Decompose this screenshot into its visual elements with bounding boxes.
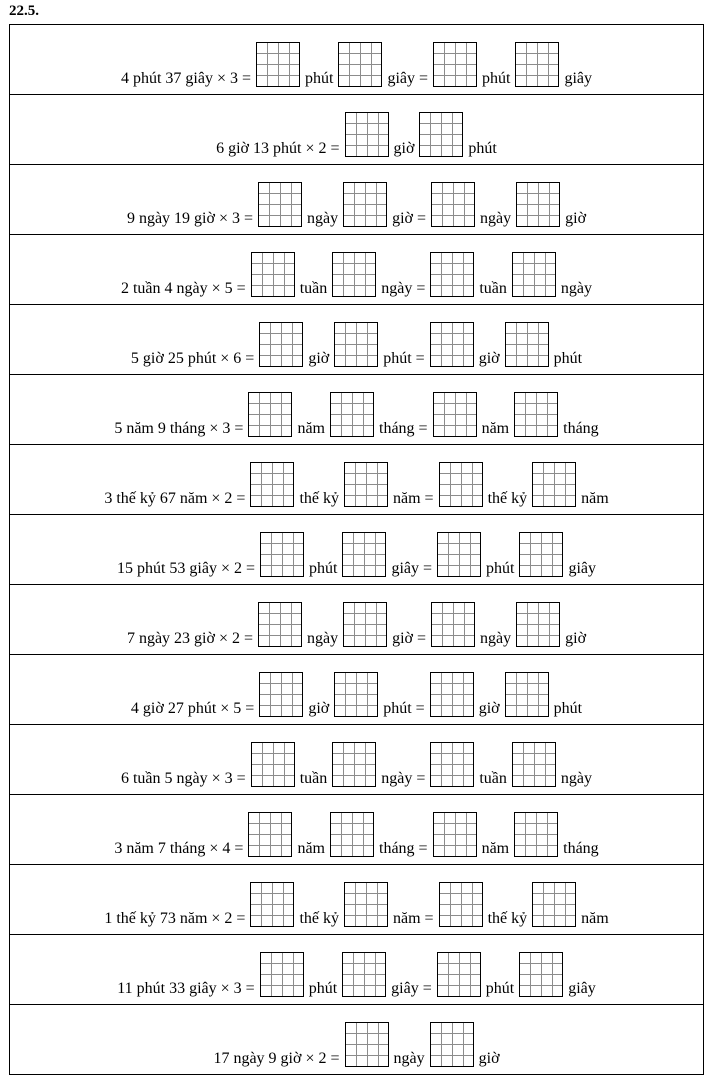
answer-box[interactable] [519, 532, 563, 577]
expression-text: 17 ngày 9 giờ × 2 = [213, 1050, 340, 1067]
unit-label: thế kỷ [299, 910, 339, 927]
equation [209, 1022, 503, 1067]
answer-box[interactable] [342, 952, 386, 997]
unit-label: năm [581, 490, 609, 507]
unit-label: tuần [299, 770, 328, 787]
unit-label: phút [553, 700, 583, 717]
answer-box[interactable] [505, 322, 549, 367]
answer-box[interactable] [342, 532, 386, 577]
unit-label: tuần [299, 280, 328, 297]
unit-label: năm = [393, 910, 434, 927]
answer-box[interactable] [431, 602, 475, 647]
exercise-cell [10, 795, 704, 865]
exercise-row [10, 25, 704, 95]
answer-box[interactable] [248, 392, 292, 437]
answer-box[interactable] [516, 182, 560, 227]
answer-box[interactable] [419, 112, 463, 157]
unit-label: tháng [563, 420, 599, 437]
exercise-row [10, 585, 704, 655]
unit-label: năm [481, 420, 510, 437]
unit-label: giờ [478, 700, 500, 717]
expression-text: 15 phút 53 giây × 2 = [116, 560, 255, 577]
answer-box[interactable] [505, 672, 549, 717]
answer-box[interactable] [519, 952, 563, 997]
answer-box[interactable] [330, 392, 374, 437]
unit-label: phút [486, 560, 515, 577]
unit-label: năm [297, 420, 325, 437]
equation [113, 952, 599, 997]
answer-box[interactable] [515, 42, 559, 87]
answer-box[interactable] [433, 42, 477, 87]
answer-box[interactable] [512, 252, 556, 297]
unit-label: phút [468, 140, 497, 157]
answer-box[interactable] [332, 252, 376, 297]
equation [117, 42, 596, 87]
unit-label: thế kỷ [299, 490, 339, 507]
exercise-row [10, 795, 704, 865]
answer-box[interactable] [343, 602, 387, 647]
unit-label: năm [581, 910, 609, 927]
exercise-row [10, 305, 704, 375]
unit-label: ngày = [381, 280, 426, 297]
answer-box[interactable] [439, 882, 483, 927]
answer-box[interactable] [430, 1022, 474, 1067]
exercise-number: 22.5. [9, 3, 39, 19]
unit-label: giây = [391, 980, 432, 997]
unit-label: giờ [308, 700, 330, 717]
answer-box[interactable] [437, 952, 481, 997]
expression-text: 2 tuần 4 ngày × 5 = [120, 280, 246, 297]
expression-text: 4 giờ 27 phút × 5 = [130, 700, 255, 717]
unit-label: phút [553, 350, 583, 367]
answer-box[interactable] [430, 252, 474, 297]
answer-box[interactable] [514, 812, 558, 857]
answer-box[interactable] [512, 742, 556, 787]
unit-label: ngày [307, 630, 339, 647]
unit-label: giờ [565, 630, 587, 647]
exercise-row [10, 655, 704, 725]
unit-label: giờ = [392, 630, 427, 647]
unit-label: giờ [478, 1050, 500, 1067]
expression-text: 4 phút 37 giây × 3 = [120, 70, 251, 87]
answer-box[interactable] [259, 672, 303, 717]
expression-text: 3 năm 7 tháng × 4 = [114, 840, 244, 857]
exercise-cell [10, 1005, 704, 1075]
expression-text: 6 giờ 13 phút × 2 = [216, 140, 340, 157]
expression-text: 9 ngày 19 giờ × 3 = [126, 210, 253, 227]
exercise-cell [10, 515, 704, 585]
answer-box[interactable] [532, 462, 576, 507]
answer-box[interactable] [332, 742, 376, 787]
expression-text: 3 thế kỷ 67 năm × 2 = [104, 490, 246, 507]
expression-text: 1 thế kỷ 73 năm × 2 = [104, 910, 246, 927]
answer-box[interactable] [251, 742, 295, 787]
answer-box[interactable] [439, 462, 483, 507]
exercise-row [10, 235, 704, 305]
answer-box[interactable] [256, 42, 300, 87]
answer-box[interactable] [260, 532, 304, 577]
unit-label: thế kỷ [487, 490, 528, 507]
answer-box[interactable] [251, 252, 295, 297]
answer-box[interactable] [258, 602, 302, 647]
answer-box[interactable] [437, 532, 481, 577]
unit-label: năm [481, 840, 510, 857]
unit-label: giây = [387, 70, 429, 87]
unit-label: tuần [479, 280, 507, 297]
answer-box[interactable] [433, 812, 477, 857]
equation [123, 182, 590, 227]
exercise-table [9, 24, 704, 1075]
unit-label: ngày [480, 630, 512, 647]
expression-text: 7 ngày 23 giờ × 2 = [126, 630, 253, 647]
equation [127, 322, 586, 367]
answer-box[interactable] [431, 182, 475, 227]
unit-label: phút [309, 560, 338, 577]
exercise-cell [10, 445, 704, 515]
unit-label: giờ [308, 350, 330, 367]
unit-label: giờ = [392, 210, 427, 227]
unit-label: phút [482, 70, 511, 87]
equation [110, 392, 602, 437]
answer-box[interactable] [532, 882, 576, 927]
unit-label: tháng = [379, 420, 428, 437]
exercise-cell [10, 95, 704, 165]
unit-label: ngày [560, 280, 593, 297]
exercise-row [10, 935, 704, 1005]
equation [212, 112, 501, 157]
unit-label: ngày [307, 210, 339, 227]
answer-box[interactable] [345, 112, 389, 157]
exercise-cell [10, 165, 704, 235]
exercise-cell [10, 865, 704, 935]
equation [123, 602, 590, 647]
unit-label: tuần [479, 770, 507, 787]
answer-box[interactable] [344, 462, 388, 507]
exercise-cell [10, 935, 704, 1005]
answer-box[interactable] [430, 672, 474, 717]
answer-box[interactable] [260, 952, 304, 997]
exercise-rows [10, 25, 704, 1075]
equation [100, 462, 612, 507]
unit-label: giây = [391, 560, 433, 577]
answer-box[interactable] [258, 182, 302, 227]
answer-box[interactable] [250, 462, 294, 507]
answer-box[interactable] [430, 322, 474, 367]
exercise-row [10, 865, 704, 935]
exercise-row [10, 95, 704, 165]
exercise-cell [10, 655, 704, 725]
expression-text: 5 giờ 25 phút × 6 = [130, 350, 255, 367]
exercise-row [10, 1005, 704, 1075]
expression-text: 11 phút 33 giây × 3 = [117, 980, 255, 997]
answer-box[interactable] [330, 812, 374, 857]
unit-label: giờ [393, 140, 415, 157]
exercise-cell [10, 725, 704, 795]
answer-box[interactable] [343, 182, 387, 227]
unit-label: giây [568, 980, 596, 997]
expression-text: 6 tuần 5 ngày × 3 = [120, 770, 246, 787]
equation [117, 742, 596, 787]
exercise-cell [10, 305, 704, 375]
exercise-row [10, 515, 704, 585]
unit-label: phút = [383, 700, 425, 717]
unit-label: ngày = [381, 770, 426, 787]
unit-label: phút = [383, 350, 425, 367]
unit-label: phút [305, 70, 334, 87]
unit-label: ngày [480, 210, 512, 227]
answer-box[interactable] [250, 882, 294, 927]
unit-label: tháng [563, 840, 599, 857]
answer-box[interactable] [334, 322, 378, 367]
unit-label: giờ [478, 350, 500, 367]
answer-box[interactable] [344, 882, 388, 927]
exercise-cell [10, 235, 704, 305]
exercise-row [10, 445, 704, 515]
answer-box[interactable] [516, 602, 560, 647]
answer-box[interactable] [338, 42, 382, 87]
unit-label: năm = [393, 490, 434, 507]
answer-box[interactable] [334, 672, 378, 717]
unit-label: thế kỷ [487, 910, 528, 927]
exercise-row [10, 725, 704, 795]
exercise-row [10, 375, 704, 445]
unit-label: giây [568, 560, 597, 577]
equation [113, 532, 600, 577]
equation [110, 812, 602, 857]
exercise-row [10, 165, 704, 235]
unit-label: phút [485, 980, 515, 997]
answer-box[interactable] [430, 742, 474, 787]
answer-box[interactable] [433, 392, 477, 437]
equation [127, 672, 586, 717]
unit-label: ngày [560, 770, 593, 787]
unit-label: giờ [565, 210, 587, 227]
unit-label: năm [297, 840, 325, 857]
equation [100, 882, 612, 927]
answer-box[interactable] [345, 1022, 389, 1067]
unit-label: phút [308, 980, 338, 997]
unit-label: tháng = [379, 840, 428, 857]
unit-label: ngày [393, 1050, 425, 1067]
exercise-cell [10, 25, 704, 95]
expression-text: 5 năm 9 tháng × 3 = [114, 420, 244, 437]
exercise-cell [10, 585, 704, 655]
equation [117, 252, 596, 297]
unit-label: giây [564, 70, 593, 87]
exercise-cell [10, 375, 704, 445]
answer-box[interactable] [514, 392, 558, 437]
answer-box[interactable] [248, 812, 292, 857]
answer-box[interactable] [259, 322, 303, 367]
